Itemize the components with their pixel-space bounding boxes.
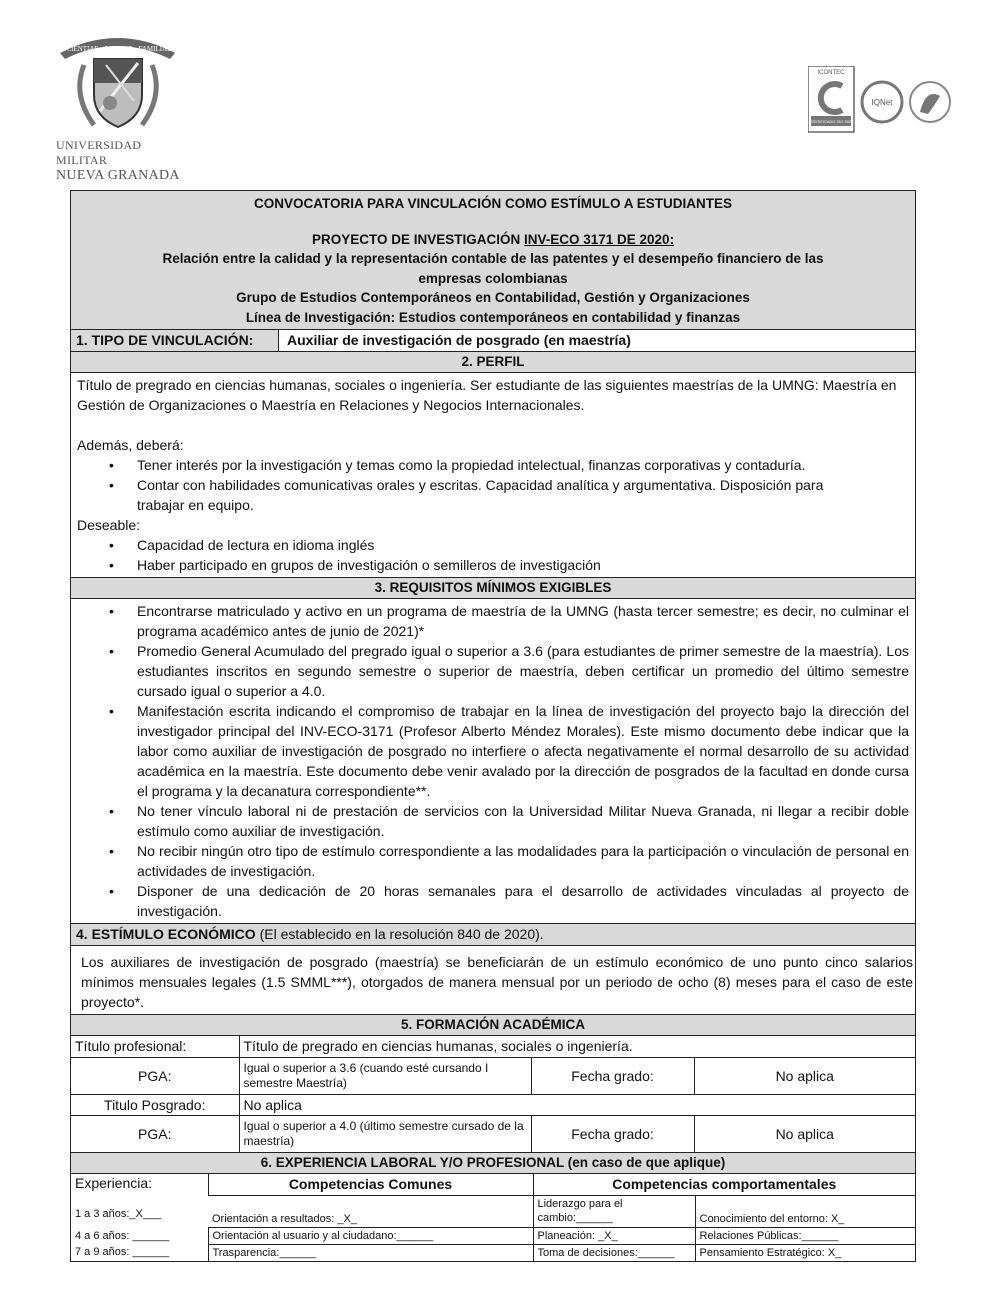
formacion-table-wrap — [71, 1035, 915, 1152]
perfil-title: 2. PERFIL — [71, 351, 915, 372]
requisito-item: • Encontrarse matriculado y activo en un programa de maestría de la UMNG (hasta tercer semestre; es decir, no culminar el programa académico antes de junio de 2021)* — [77, 601, 909, 641]
icontec-label: ICONTEC — [817, 70, 845, 76]
call-title: CONVOCATORIA PARA VINCULACIÓN COMO ESTÍMULO A ESTUDIANTES — [253, 196, 732, 211]
requisito-item: • Promedio General Acumulado del pregrado igual o superior a 3.6 (para estudiantes de primer semestre de la maestría). Los estudiantes inscritos en segundo semestre o superior de maestría, deben certificar un promedio del último semestre cursado igual o superior a 4.0. — [77, 641, 909, 701]
tipo-vinculacion-row — [71, 329, 915, 351]
perfil-item: • Tener interés por la investigación y temas como la propiedad intelectual, finanzas corporativas y contaduría. — [77, 455, 909, 475]
comunes-item: Trasparencia:______ — [208, 1244, 533, 1261]
comport-item: Planeación: _X_ — [533, 1227, 695, 1244]
project-line — [77, 230, 909, 250]
fecha-label: Fecha grado: — [531, 1115, 694, 1152]
formacion-table — [71, 1036, 915, 1152]
comport-item: Liderazgo para el cambio:______ — [533, 1195, 695, 1227]
posgrado-value: No aplica — [239, 1094, 915, 1115]
certification-logos — [808, 66, 958, 136]
perfil-intro: Título de pregrado en ciencias humanas, sociales o ingeniería. Ser estudiante de las siguientes maestrías de la UMNG: Maestría en Gestión de Organizaciones o Maestría en Relaciones y Negocios Internacionales. — [77, 377, 897, 413]
deseable-item: • Capacidad de lectura en idioma inglés — [77, 535, 909, 555]
document-header — [71, 191, 915, 329]
fecha-value: No aplica — [694, 1057, 915, 1094]
perfil-deseable: Deseable: — [77, 517, 141, 533]
university-name-line2: NUEVA GRANADA — [56, 168, 180, 183]
comport-item: Pensamiento Estratégico: X_ — [695, 1244, 915, 1261]
project-title: Relación entre la calidad y la representación contable de las patentes y el desempeño financiero de las empresas colombianas — [162, 251, 824, 286]
years-item: 7 a 9 años: ______ — [75, 1246, 170, 1259]
perfil-item: • Contar con habilidades comunicativas orales y escritas. Capacidad analítica y argumentativa. Disposición para trabajar en equipo. — [77, 475, 909, 515]
tipo-label: 1. TIPO DE VINCULACIÓN: — [71, 330, 279, 351]
tipo-value: Auxiliar de investigación de posgrado (en maestría) — [279, 330, 915, 351]
research-group: Grupo de Estudios Contemporáneos en Contabilidad, Gestión y Organizaciones — [236, 290, 750, 305]
titulo-value: Título de pregrado en ciencias humanas, sociales o ingeniería. — [239, 1036, 915, 1057]
comunes-title: Competencias Comunes — [208, 1174, 533, 1195]
requisito-item: • No tener vínculo laboral ni de prestación de servicios con la Universidad Militar Nueva Granada, ni llegar a recibir doble estímulo como auxiliar de investigación. — [77, 801, 909, 841]
years-item: 4 a 6 años: ______ — [75, 1229, 170, 1242]
project-prefix: PROYECTO DE INVESTIGACIÓN — [311, 231, 524, 247]
comport-item: Relaciones Públicas:______ — [695, 1227, 915, 1244]
comunes-item: Orientación al usuario y al ciudadano:______ — [208, 1227, 533, 1244]
iqnet-label: IQNet — [871, 98, 893, 107]
deseable-item: • Haber participado en grupos de investigación o semilleros de investigación — [77, 555, 909, 575]
call-document — [70, 190, 916, 1262]
comport-title: Competencias comportamentales — [533, 1174, 915, 1195]
pga2-value: Igual o superior a 4.0 (último semestre cursado de la maestría) — [239, 1115, 531, 1152]
formacion-title: 5. FORMACIÓN ACADÉMICA — [71, 1014, 915, 1035]
pga-label: PGA: — [71, 1057, 239, 1094]
motto-text: SCIENTIAE · PATRIAE · FAMILIAE — [62, 45, 172, 53]
comport-item: Toma de decisiones:______ — [533, 1244, 695, 1261]
comunes-item: Orientación a resultados: _X_ — [208, 1195, 533, 1227]
requisitos-body — [71, 598, 915, 923]
experiencia-label: Experiencia: — [75, 1175, 153, 1191]
pga1-value: Igual o superior a 3.6 (cuando esté cursando I semestre Maestría) — [239, 1057, 531, 1094]
requisitos-title: 3. REQUISITOS MÍNIMOS EXIGIBLES — [71, 577, 915, 598]
perfil-body — [71, 372, 915, 577]
posgrado-label: Titulo Posgrado: — [71, 1094, 239, 1115]
fecha-label: Fecha grado: — [531, 1057, 694, 1094]
estimulo-body: Los auxiliares de investigación de posgrado (maestría) se beneficiarán de un estímulo económico de uno punto cinco salarios mínimos mensuales legales (1.5 SMML***), otorgados de manera mensual por un periodo de ocho (8) meses para el caso de este proyecto*. — [71, 945, 915, 1014]
requisito-item: • No recibir ningún otro tipo de estímulo correspondiente a las modalidades para la participación o vinculación de personal en actividades de investigación. — [77, 841, 909, 881]
comport-item: Conocimiento del entorno: X_ — [695, 1195, 915, 1227]
experiencia-table-wrap — [71, 1173, 915, 1261]
requisito-item: • Disponer de una dedicación de 20 horas semanales para el desarrollo de actividades vinculadas al proyecto de investigación. — [77, 881, 909, 921]
experiencia-cell — [71, 1174, 208, 1227]
experiencia-title: 6. EXPERIENCIA LABORAL Y/O PROFESIONAL (en caso de que aplique) — [71, 1152, 915, 1173]
project-code: INV-ECO 3171 DE 2020: — [523, 231, 675, 247]
pga-label: PGA: — [71, 1115, 239, 1152]
estimulo-title-row — [71, 923, 915, 945]
iso-label: CERTIFICADO ISO 9001 — [808, 119, 854, 124]
years-item: 1 a 3 años:_X___ — [75, 1208, 162, 1220]
estimulo-title: 4. ESTÍMULO ECONÓMICO — [76, 926, 256, 942]
research-line: Línea de Investigación: Estudios contemporáneos en contabilidad y finanzas — [245, 309, 741, 325]
titulo-label: Título profesional: — [75, 1038, 187, 1055]
university-name — [56, 138, 186, 183]
fecha-value: No aplica — [694, 1115, 915, 1152]
experiencia-table — [71, 1174, 915, 1261]
perfil-ademas: Además, deberá: — [77, 437, 184, 453]
estimulo-note: (El establecido en la resolución 840 de 2020). — [255, 926, 544, 942]
requisito-item: • Manifestación escrita indicando el compromiso de trabajar en la línea de investigación del proyecto bajo la dirección del investigador principal del INV-ECO-3171 (Profesor Alberto Méndez Morales). Este mismo documento debe indicar que la labor como auxiliar de investigación de posgrado no interfiere o afecta negativamente el normal desarrollo de su actividad académica en la maestría. Este documento debe venir avalado por la dirección de posgrados de la facultad en donde cursa el programa y la decanatura correspondiente**. — [77, 701, 909, 801]
university-name-line1: UNIVERSIDAD MILITAR — [56, 138, 142, 167]
